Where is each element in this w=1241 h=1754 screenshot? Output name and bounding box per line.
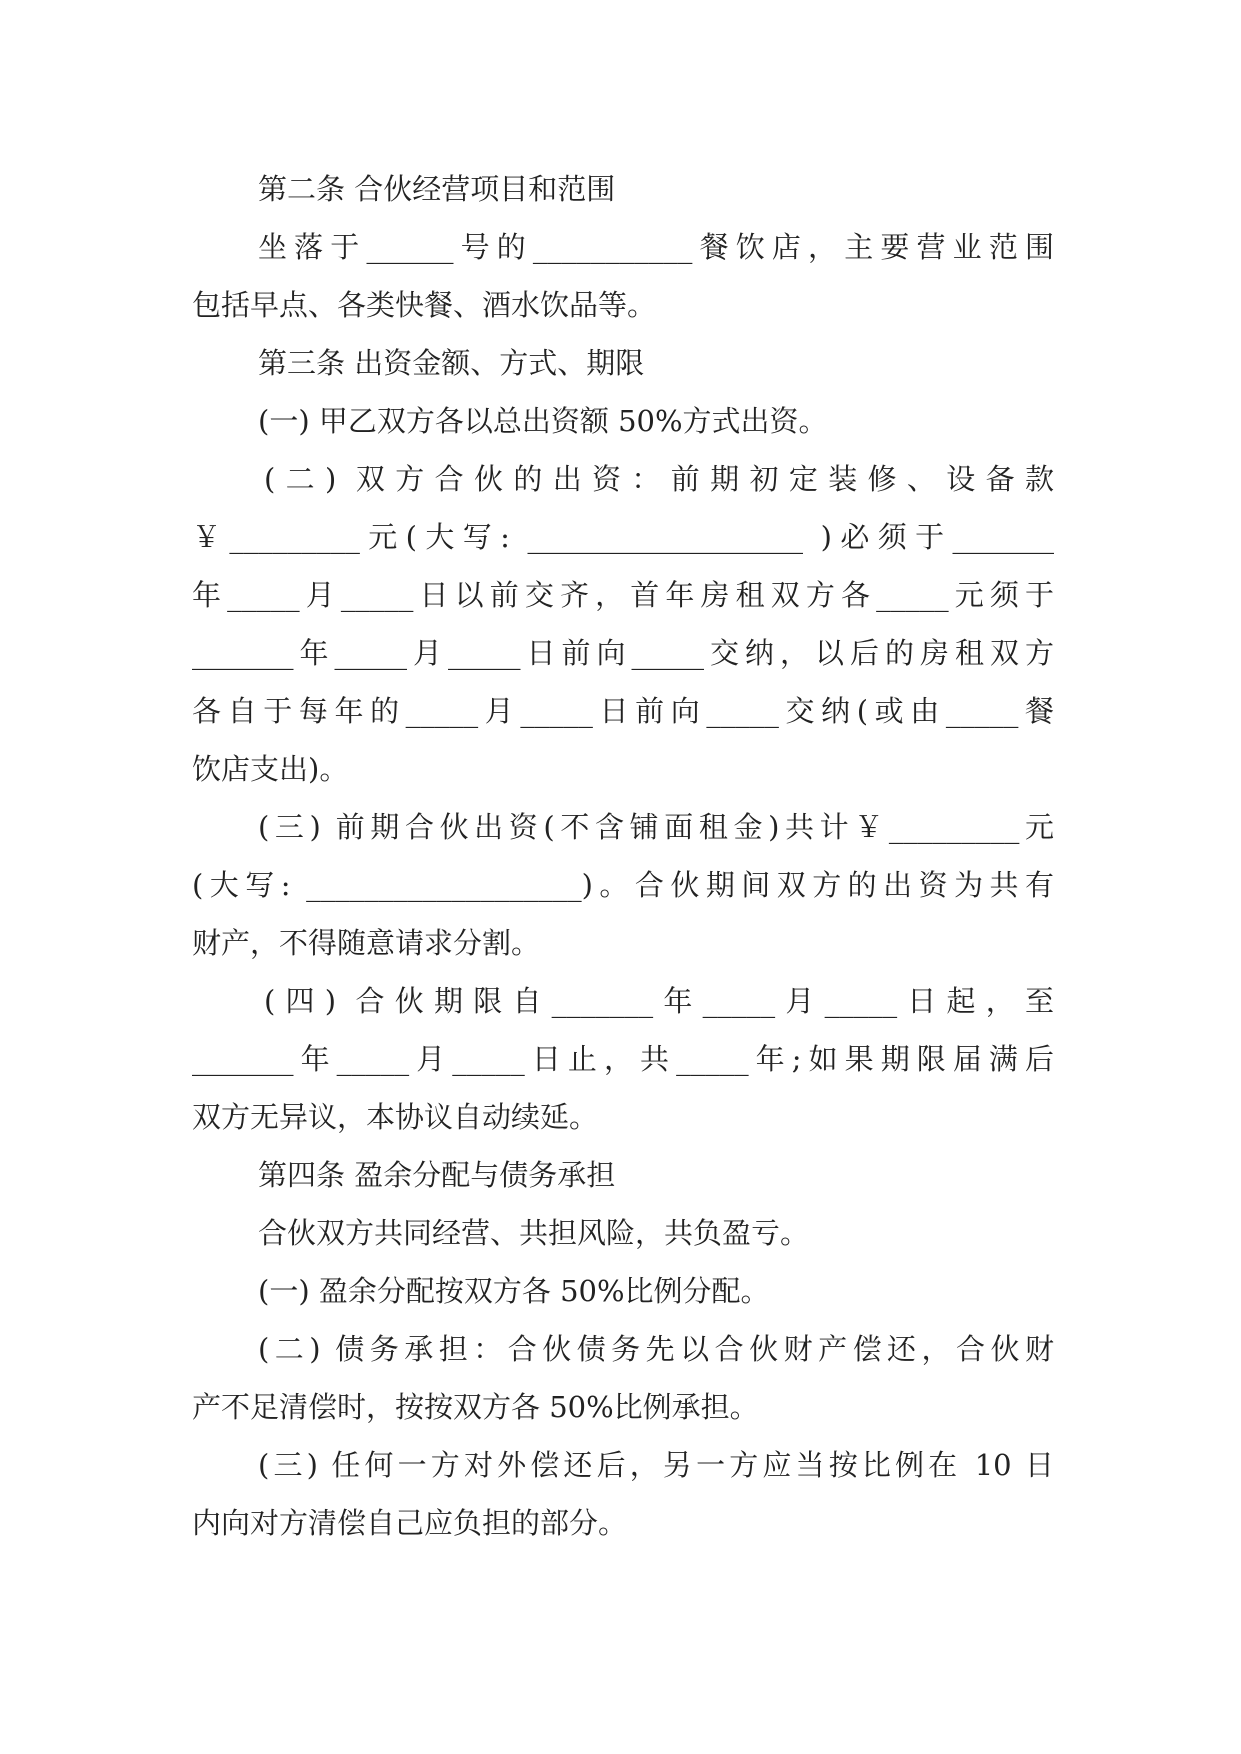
paragraph-line: ￥_________元(大写: ___________________ )必须于_______ xyxy=(192,520,1054,554)
clause-line: (一) 盈余分配按双方各 50%比例分配。 xyxy=(258,1274,770,1308)
paragraph-line: 各自于每年的_____月_____日前向_____交纳(或由_____餐 xyxy=(192,694,1054,728)
paragraph-line: (大写: ___________________)。合伙期间双方的出资为共有 xyxy=(192,868,1054,902)
article-3-heading: 第三条 出资金额、方式、期限 xyxy=(258,346,645,380)
paragraph-line: 年_____月_____日以前交齐，首年房租双方各_____元须于 xyxy=(192,578,1054,612)
paragraph-line: 产不足清偿时，按按双方各 50%比例承担。 xyxy=(192,1390,759,1424)
paragraph-line: 饮店支出)。 xyxy=(192,752,349,786)
clause-line: (二) 双方合伙的出资：前期初定装修、设备款 xyxy=(264,462,1054,496)
paragraph-line: _______年_____月_____日止，共_____年;如果期限届满后 xyxy=(192,1042,1054,1076)
clause-line: (三) 前期合伙出资(不含铺面租金)共计￥_________元 xyxy=(258,810,1054,844)
paragraph-line: 坐落于______号的___________餐饮店，主要营业范围 xyxy=(258,230,1054,264)
clause-line: (三) 任何一方对外偿还后，另一方应当按比例在 10 日 xyxy=(258,1448,1054,1482)
paragraph-line: _______年_____月_____日前向_____交纳，以后的房租双方 xyxy=(192,636,1054,670)
article-2-heading: 第二条 合伙经营项目和范围 xyxy=(258,172,616,206)
document-body xyxy=(192,160,1054,1552)
clause-line: (四) 合伙期限自_______年_____月_____日起，至 xyxy=(264,984,1054,1018)
paragraph-line: 财产，不得随意请求分割。 xyxy=(192,926,541,960)
clause-line: (一) 甲乙双方各以总出资额 50%方式出资。 xyxy=(258,404,828,438)
paragraph-line: 合伙双方共同经营、共担风险，共负盈亏。 xyxy=(258,1216,810,1250)
paragraph-line: 双方无异议，本协议自动续延。 xyxy=(192,1100,599,1134)
article-4-heading: 第四条 盈余分配与债务承担 xyxy=(258,1158,616,1192)
paragraph-line: 内向对方清偿自己应负担的部分。 xyxy=(192,1506,628,1540)
clause-line: (二) 债务承担：合伙债务先以合伙财产偿还，合伙财 xyxy=(258,1332,1054,1366)
paragraph-line: 包括早点、各类快餐、酒水饮品等。 xyxy=(192,288,657,322)
